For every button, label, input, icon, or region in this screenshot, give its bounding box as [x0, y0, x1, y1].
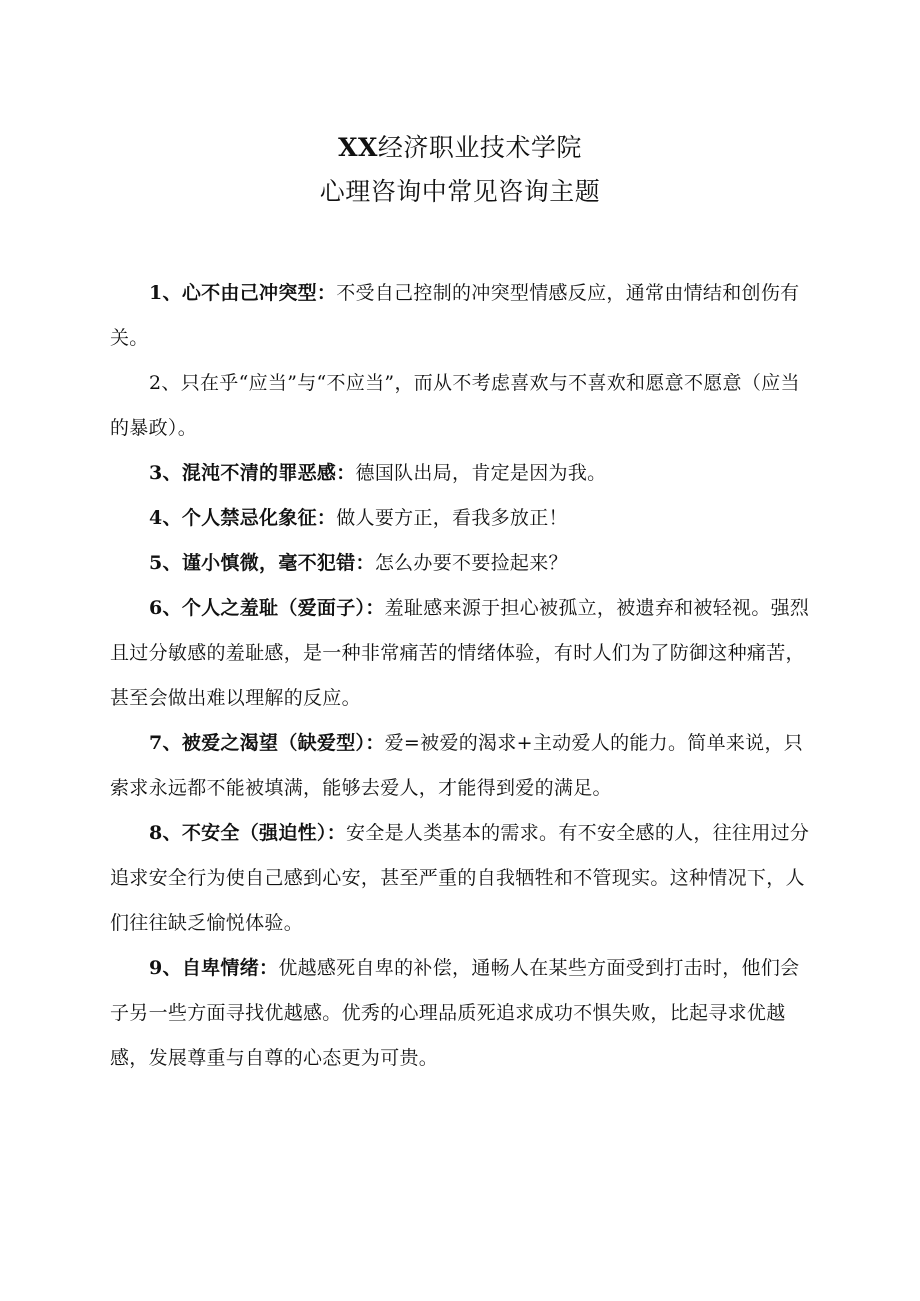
- document-title: [0, 126, 920, 170]
- title-prefix: XX: [338, 133, 378, 162]
- title-block: [0, 126, 920, 214]
- topic-text: 德国队出局，肯定是因为我。: [355, 462, 607, 484]
- topic-text: 做人要方正，看我多放正！: [336, 507, 568, 529]
- topic-heading: 4、个人禁忌化象征：: [149, 507, 337, 529]
- title-rest: 经济职业技术学院: [377, 133, 582, 162]
- topic-item: [110, 271, 812, 361]
- topic-item: [110, 451, 812, 496]
- topic-text: 2、只在乎“应当”与“不应当”，而从不考虑喜欢与不喜欢和愿意不愿意（应当的暴政）。: [110, 372, 800, 439]
- topic-item: [110, 811, 812, 946]
- topic-heading: 9、自卑情绪：: [149, 957, 279, 979]
- topic-item: [110, 496, 812, 541]
- topic-heading: 7、被爱之渴望（缺爱型）：: [149, 732, 385, 754]
- document-body: [110, 271, 812, 1081]
- topic-text: 安全是人类基本的需求。有不安全感的人，往往用过分追求安全行为使自己感到心安，甚至严重的自我牺牲和不管现实。这种情况下，人们往往缺乏愉悦体验。: [110, 822, 810, 934]
- topic-heading: 5、谨小慎微，毫不犯错：: [149, 552, 375, 574]
- topic-text: 不受自己控制的冲突型情感反应，通常由情结和创伤有关。: [110, 282, 800, 349]
- topic-text: 爱=被爱的渴求+主动爱人的能力。简单来说，只索求永远都不能被填满，能够去爱人，才能得到爱的满足。: [110, 732, 804, 799]
- topic-heading: 6、个人之羞耻（爱面子）：: [149, 597, 385, 619]
- topic-text: 羞耻感来源于担心被孤立，被遗弃和被轻视。强烈且过分敏感的羞耻感，是一种非常痛苦的情绪体验，有时人们为了防御这种痛苦，甚至会做出难以理解的反应。: [110, 597, 810, 709]
- document-subtitle: 心理咨询中常见咨询主题: [319, 177, 601, 206]
- topic-heading: 3、混沌不清的罪恶感：: [149, 462, 356, 484]
- topic-heading: 8、不安全（强迫性）：: [149, 822, 347, 844]
- topic-heading: 1、心不由己冲突型：: [149, 282, 337, 304]
- topic-item: [110, 541, 812, 586]
- topic-text: 怎么办要不要捡起来？: [374, 552, 568, 574]
- topic-text: 优越感死自卑的补偿，通畅人在某些方面受到打击时，他们会子另一些方面寻找优越感。优秀的心理品质死追求成功不惧失败，比起寻求优越感，发展尊重与自尊的心态更为可贵。: [110, 957, 800, 1069]
- topic-item: [110, 721, 812, 811]
- topic-item: [110, 586, 812, 721]
- topic-item: [110, 946, 812, 1081]
- topic-item: [110, 361, 812, 451]
